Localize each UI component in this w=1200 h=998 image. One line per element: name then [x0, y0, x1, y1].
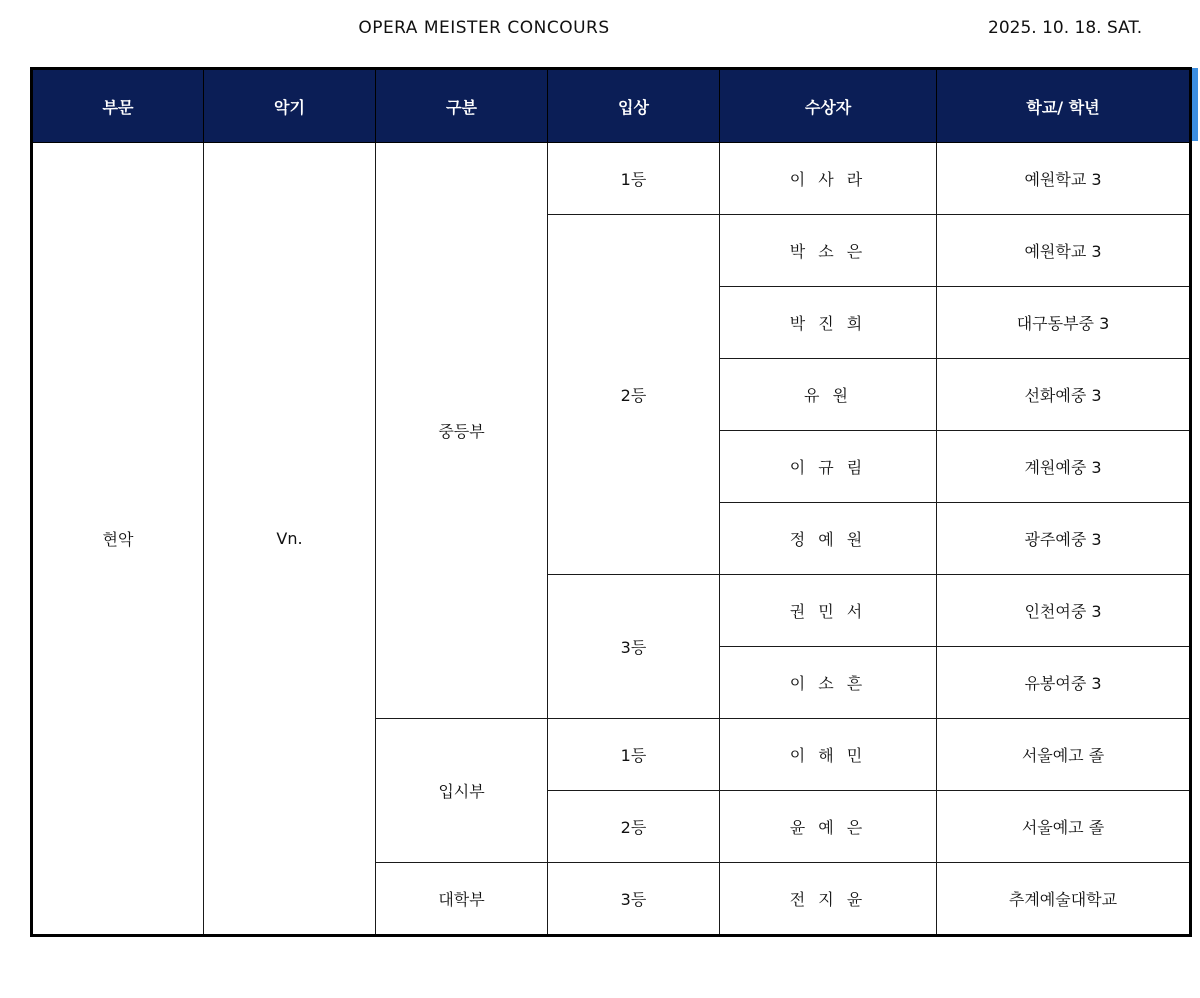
winner-name-cell: 박 소 은 — [720, 215, 937, 287]
school-cell: 인천여중 3 — [937, 575, 1191, 647]
rank-cell: 2등 — [548, 791, 720, 863]
page-title: OPERA MEISTER CONCOURS — [358, 18, 610, 38]
school-cell: 계원예중 3 — [937, 431, 1191, 503]
winner-name-cell: 이 규 림 — [720, 431, 937, 503]
school-cell: 서울예고 졸 — [937, 719, 1191, 791]
rank-cell: 1등 — [548, 143, 720, 215]
winner-name-cell: 정 예 원 — [720, 503, 937, 575]
winner-name-cell: 전 지 윤 — [720, 863, 937, 936]
rank-cell: 3등 — [548, 575, 720, 719]
school-cell: 추계예술대학교 — [937, 863, 1191, 936]
winner-name-cell: 권 민 서 — [720, 575, 937, 647]
table-row — [32, 143, 1191, 215]
results-table — [30, 67, 1192, 937]
rank-cell: 1등 — [548, 719, 720, 791]
school-cell: 예원학교 3 — [937, 215, 1191, 287]
winner-name-cell: 유 원 — [720, 359, 937, 431]
column-header-rank: 입상 — [548, 69, 720, 143]
school-cell: 대구동부중 3 — [937, 287, 1191, 359]
school-cell: 서울예고 졸 — [937, 791, 1191, 863]
division-cell: 입시부 — [376, 719, 548, 863]
school-cell: 광주예중 3 — [937, 503, 1191, 575]
section-cell: 현악 — [32, 143, 204, 936]
rank-cell: 3등 — [548, 863, 720, 936]
school-cell: 유봉여중 3 — [937, 647, 1191, 719]
division-cell: 중등부 — [376, 143, 548, 719]
column-header-division: 구분 — [376, 69, 548, 143]
column-header-winner: 수상자 — [720, 69, 937, 143]
winner-name-cell: 이 해 민 — [720, 719, 937, 791]
instrument-cell: Vn. — [204, 143, 376, 936]
column-header-instrument: 악기 — [204, 69, 376, 143]
column-header-school: 학교/ 학년 — [937, 69, 1191, 143]
winner-name-cell: 박 진 희 — [720, 287, 937, 359]
rank-cell: 2등 — [548, 215, 720, 575]
winner-name-cell: 이 소 흔 — [720, 647, 937, 719]
division-cell: 대학부 — [376, 863, 548, 936]
winner-name-cell: 이 사 라 — [720, 143, 937, 215]
school-cell: 예원학교 3 — [937, 143, 1191, 215]
table-header-row — [32, 69, 1191, 143]
column-header-section: 부문 — [32, 69, 204, 143]
winner-name-cell: 윤 예 은 — [720, 791, 937, 863]
event-date: 2025. 10. 18. SAT. — [988, 18, 1143, 38]
school-cell: 선화예중 3 — [937, 359, 1191, 431]
